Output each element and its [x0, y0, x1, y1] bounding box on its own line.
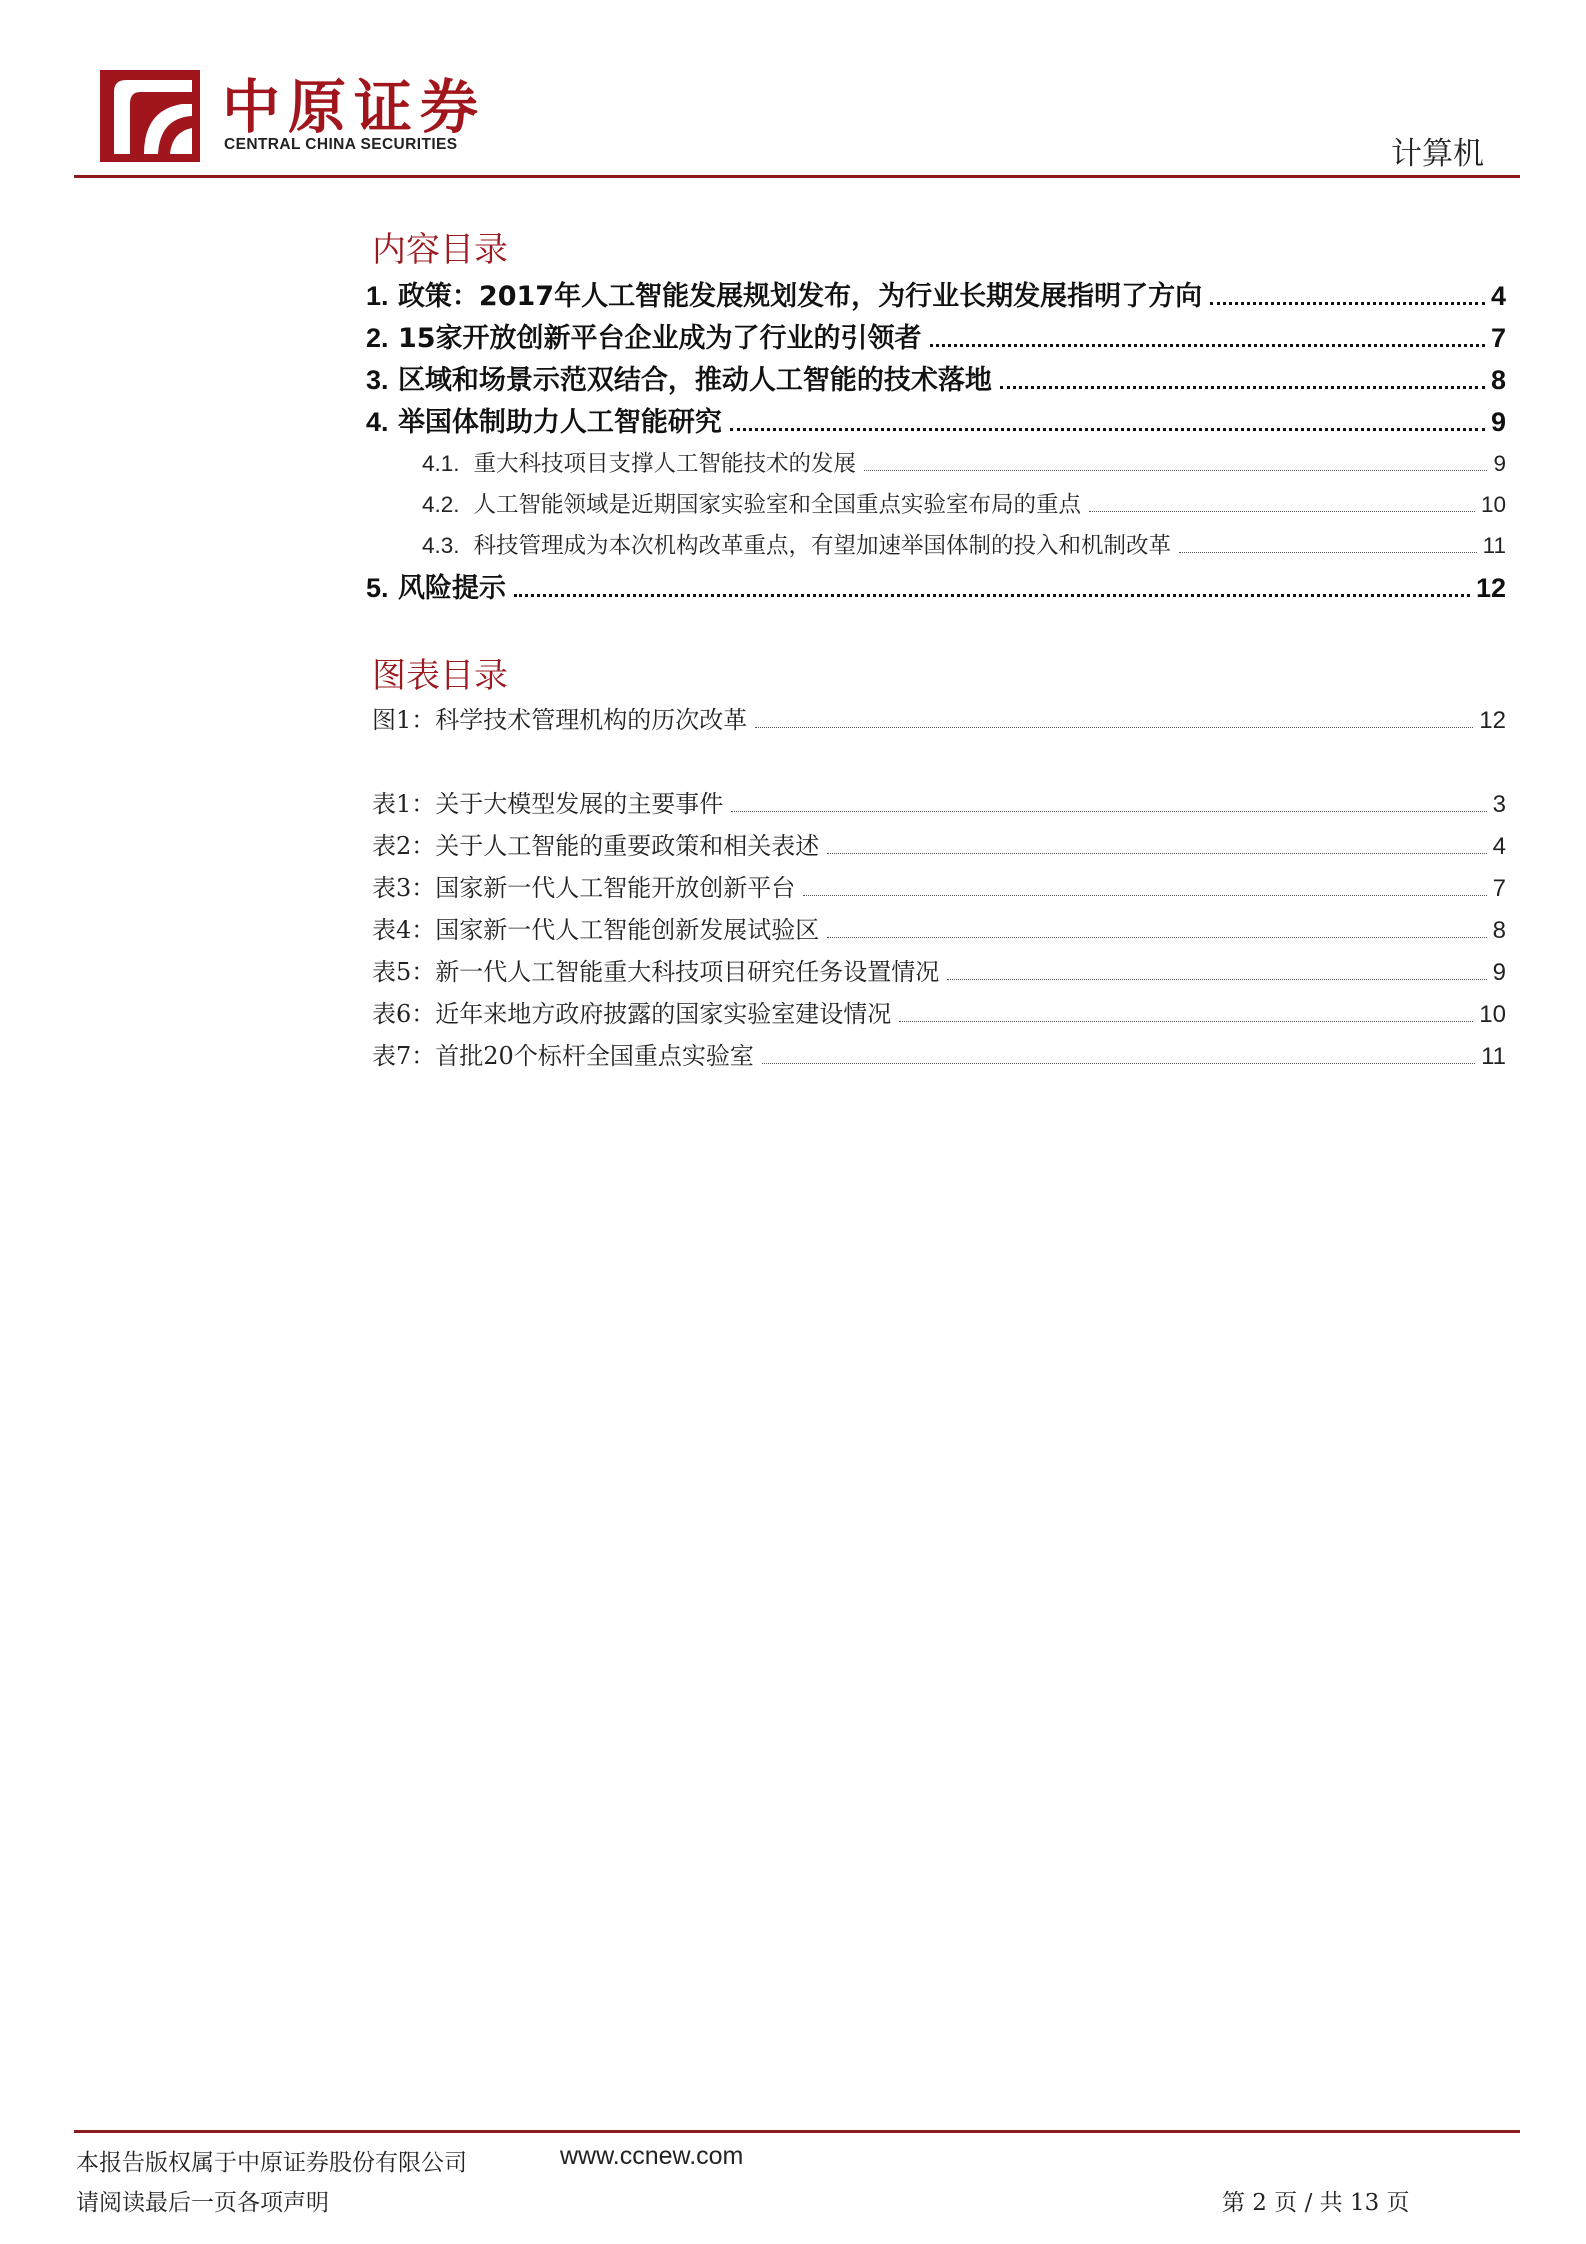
dot-leader: [762, 1063, 1475, 1064]
dot-leader: [803, 895, 1486, 896]
table-page: 8: [1492, 917, 1506, 944]
toc-title: 举国体制助力人工智能研究: [397, 407, 722, 438]
logo-chinese-name: 中原证券: [222, 73, 487, 141]
table-label: 表5：: [372, 958, 436, 986]
report-sector: 计算机: [1391, 136, 1484, 172]
table-page: 10: [1479, 1001, 1506, 1028]
toc-entry-4[interactable]: [366, 400, 1506, 439]
footer-page-number: 第 2 页 / 共 13 页: [1222, 2190, 1410, 2216]
table-page: 9: [1492, 959, 1506, 986]
table-label: 表3：: [372, 874, 436, 902]
dot-leader: [930, 344, 1485, 347]
toc-entry-4-3[interactable]: [422, 528, 1506, 560]
logo-english-name: CENTRAL CHINA SECURITIES: [224, 136, 458, 153]
toc-title: 区域和场景示范双结合，推动人工智能的技术落地: [397, 365, 992, 396]
figure-title: 科学技术管理机构的历次改革: [435, 706, 748, 734]
toc-page: 9: [1493, 451, 1506, 476]
table-entry-7[interactable]: [372, 1036, 1506, 1071]
company-logo-icon: [100, 70, 200, 162]
toc-page: 11: [1482, 533, 1506, 558]
dot-leader: [731, 811, 1486, 812]
table-label: 表6：: [372, 1000, 436, 1028]
toc-entry-3[interactable]: [366, 358, 1506, 397]
footer-copyright: 本报告版权属于中原证券股份有限公司: [76, 2150, 467, 2176]
table-title: 关于大模型发展的主要事件: [435, 790, 724, 818]
figure-entry-1[interactable]: [372, 700, 1506, 735]
footer-website-link[interactable]: www.ccnew.com: [560, 2142, 744, 2170]
toc-number: 4.3.: [422, 533, 460, 558]
dot-leader: [1179, 552, 1477, 553]
toc-number: 4.1.: [422, 451, 460, 476]
toc-number: 1.: [366, 281, 389, 311]
table-entry-2[interactable]: [372, 826, 1506, 861]
dot-leader: [899, 1021, 1473, 1022]
dot-leader: [947, 979, 1486, 980]
toc-page: 10: [1480, 492, 1506, 517]
table-title: 新一代人工智能重大科技项目研究任务设置情况: [435, 958, 940, 986]
table-page: 4: [1492, 833, 1506, 860]
toc-entry-5[interactable]: [366, 566, 1506, 605]
header-divider: [74, 175, 1520, 178]
dot-leader: [1000, 386, 1485, 389]
figures-title: 图表目录: [372, 656, 508, 696]
dot-leader: [514, 594, 1470, 597]
dot-leader: [864, 470, 1487, 471]
table-label: 表2：: [372, 832, 436, 860]
toc-number: 4.2.: [422, 492, 460, 517]
toc-entry-1[interactable]: [366, 274, 1506, 313]
dot-leader: [730, 428, 1485, 431]
toc-title: 政策：2017年人工智能发展规划发布，为行业长期发展指明了方向: [397, 281, 1203, 312]
contents-title: 内容目录: [372, 230, 508, 270]
table-title: 首批20个标杆全国重点实验室: [435, 1042, 754, 1070]
toc-number: 2.: [366, 323, 389, 353]
table-label: 表4：: [372, 916, 436, 944]
toc-title: 科技管理成为本次机构改革重点，有望加速举国体制的投入和机制改革: [473, 533, 1172, 559]
toc-number: 5.: [366, 573, 389, 603]
dot-leader: [1210, 302, 1485, 305]
footer-notice: 请阅读最后一页各项声明: [76, 2190, 329, 2216]
table-page: 7: [1492, 875, 1506, 902]
dot-leader: [827, 937, 1486, 938]
dot-leader: [1089, 511, 1475, 512]
table-entry-3[interactable]: [372, 868, 1506, 903]
toc-title: 15家开放创新平台企业成为了行业的引领者: [397, 323, 922, 354]
table-entry-4[interactable]: [372, 910, 1506, 945]
toc-page: 7: [1490, 323, 1506, 353]
toc-page: 12: [1475, 573, 1506, 603]
toc-number: 3.: [366, 365, 389, 395]
toc-entry-2[interactable]: [366, 316, 1506, 355]
toc-title: 人工智能领域是近期国家实验室和全国重点实验室布局的重点: [473, 492, 1082, 518]
table-page: 11: [1481, 1043, 1506, 1070]
toc-title: 重大科技项目支撑人工智能技术的发展: [473, 451, 857, 477]
table-title: 国家新一代人工智能创新发展试验区: [435, 916, 820, 944]
table-label: 表1：: [372, 790, 436, 818]
table-entry-5[interactable]: [372, 952, 1506, 987]
toc-entry-4-1[interactable]: [422, 446, 1506, 478]
toc-page: 4: [1490, 281, 1506, 311]
footer-divider: [74, 2130, 1520, 2133]
toc-title: 风险提示: [397, 573, 506, 604]
figure-page: 12: [1479, 707, 1506, 734]
table-title: 国家新一代人工智能开放创新平台: [435, 874, 796, 902]
toc-number: 4.: [366, 407, 389, 437]
dot-leader: [755, 727, 1473, 728]
table-label: 表7：: [372, 1042, 436, 1070]
table-page: 3: [1492, 791, 1506, 818]
dot-leader: [827, 853, 1486, 854]
table-title: 关于人工智能的重要政策和相关表述: [435, 832, 820, 860]
table-title: 近年来地方政府披露的国家实验室建设情况: [435, 1000, 892, 1028]
table-entry-1[interactable]: [372, 784, 1506, 819]
toc-entry-4-2[interactable]: [422, 487, 1506, 519]
toc-page: 9: [1490, 407, 1506, 437]
toc-page: 8: [1490, 365, 1506, 395]
figure-label: 图1：: [372, 706, 436, 734]
table-entry-6[interactable]: [372, 994, 1506, 1029]
